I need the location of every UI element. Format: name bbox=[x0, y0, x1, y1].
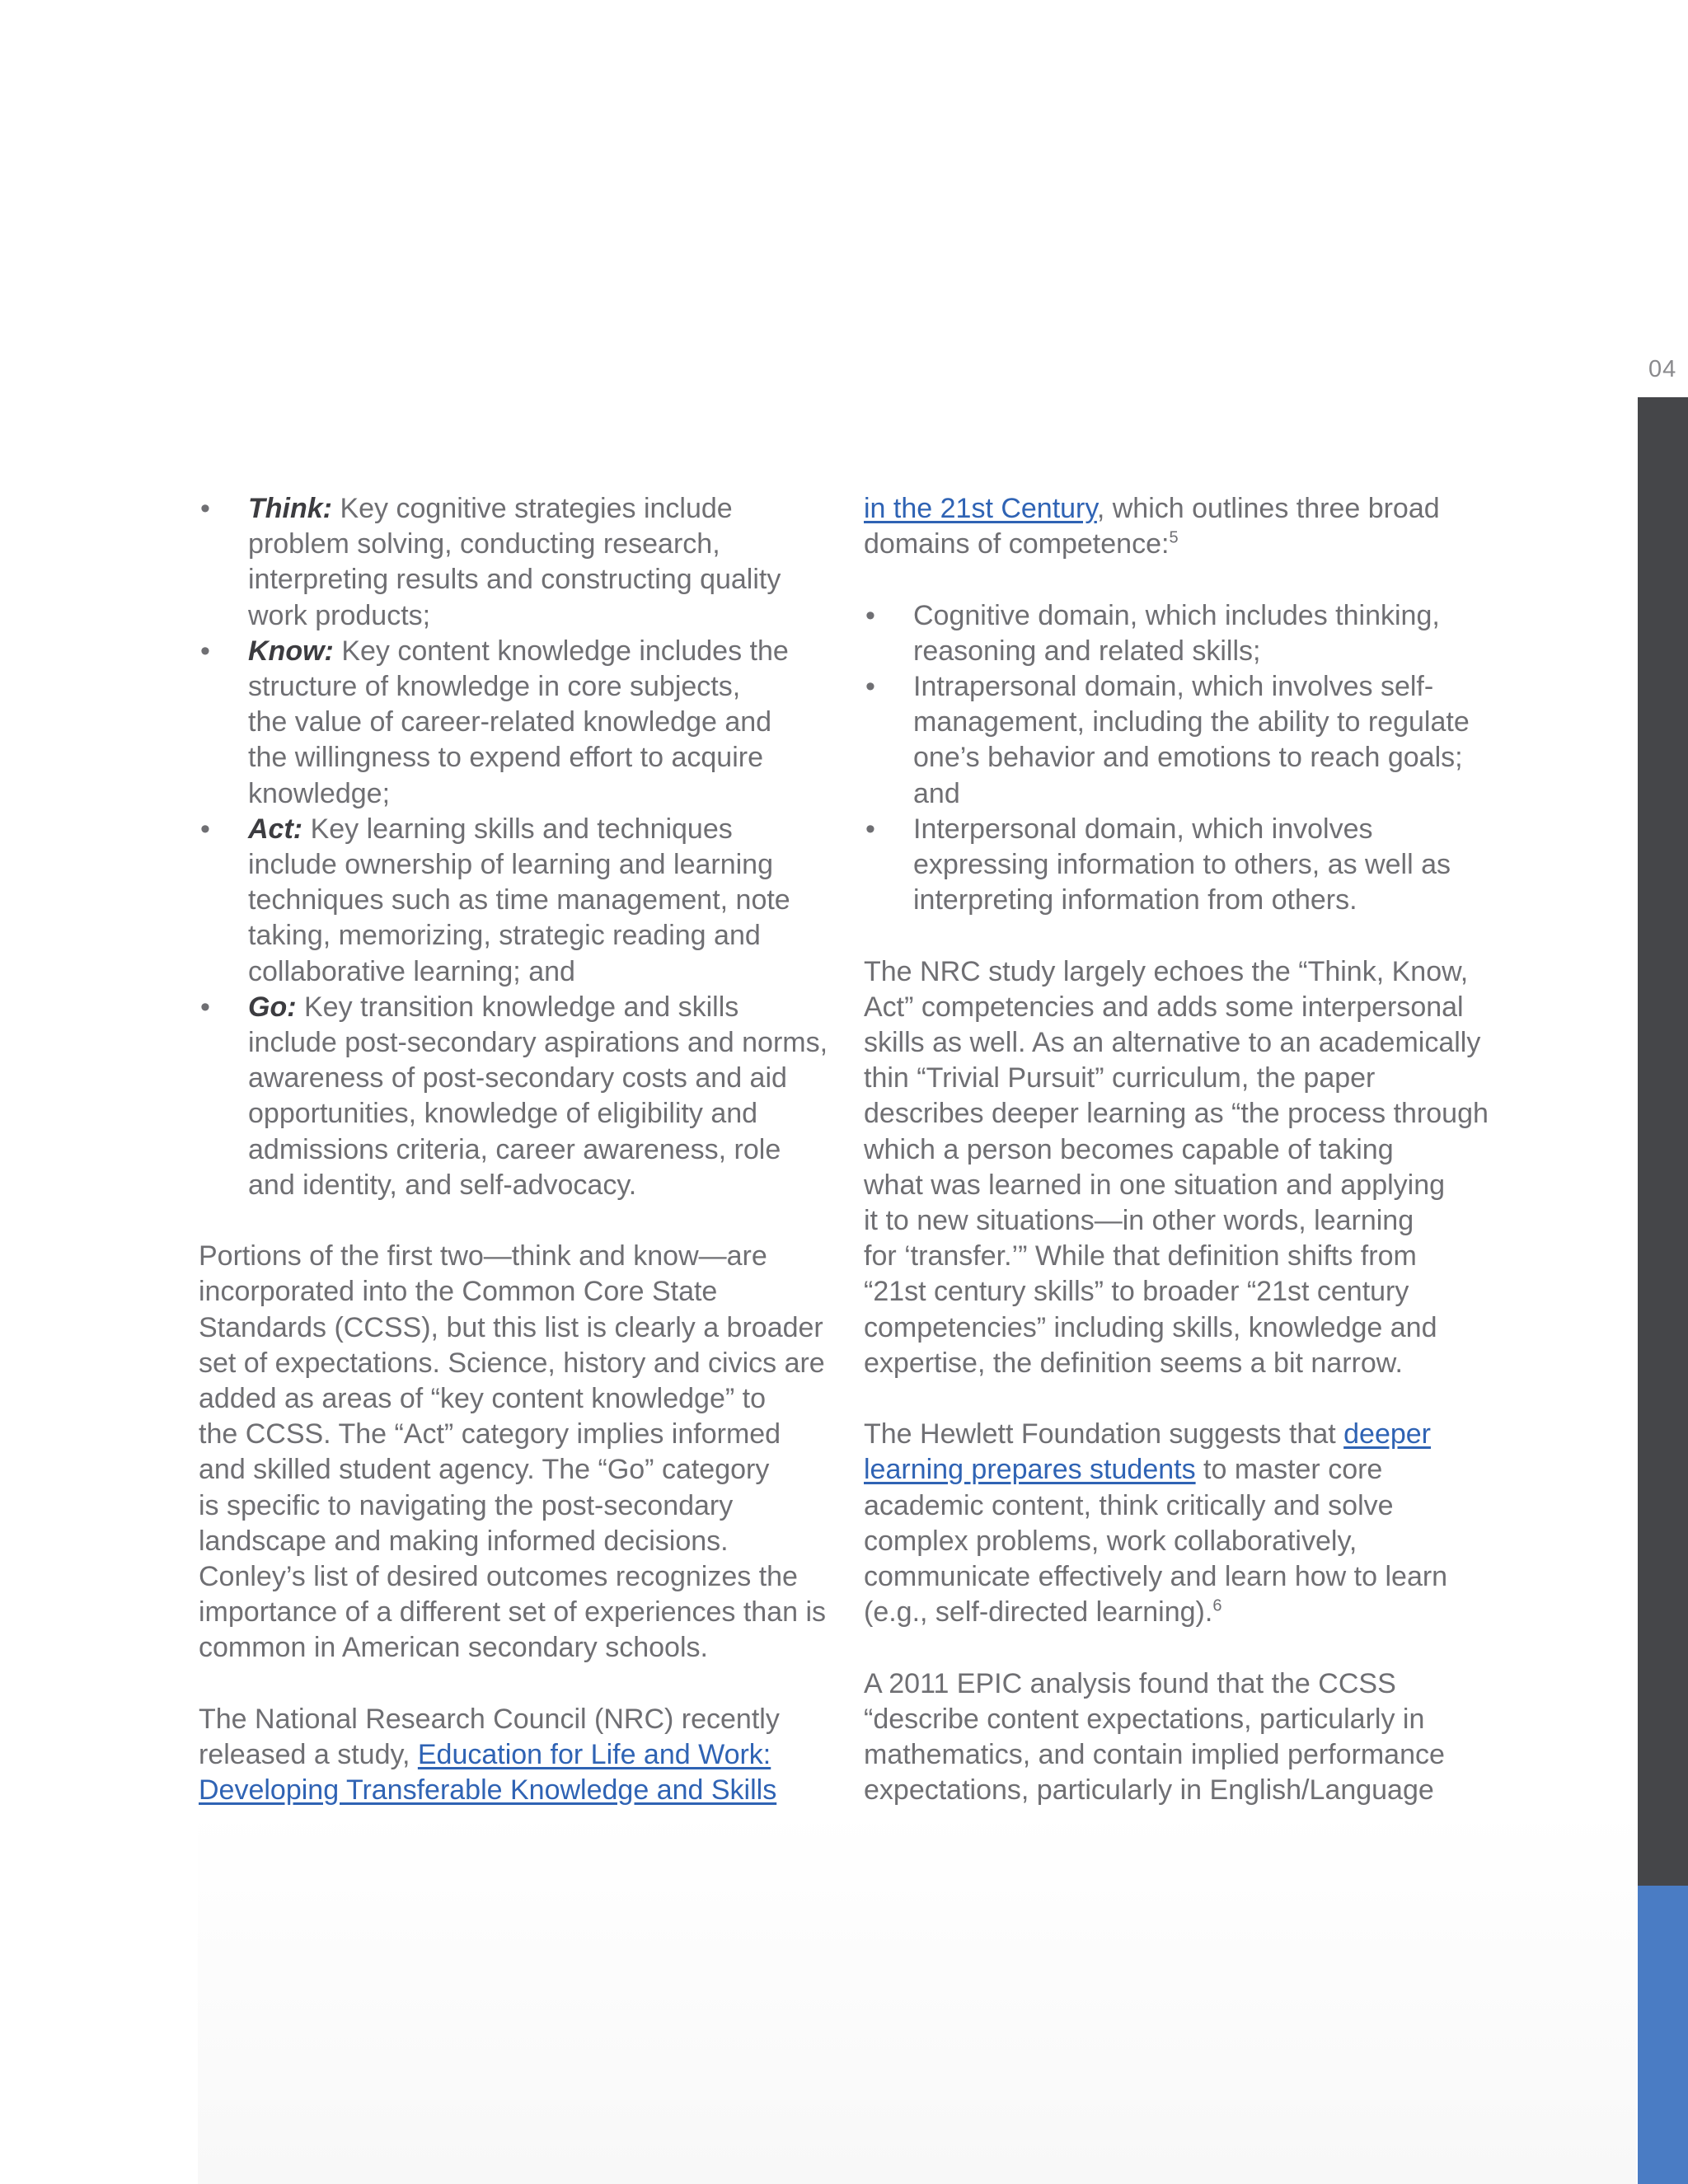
nrc-study-link-end[interactable]: in the 21st Century bbox=[864, 493, 1097, 524]
deeper-learning-link[interactable]: deeper bbox=[1343, 1418, 1431, 1451]
text-line: expertise, the definition seems a bit narrow. bbox=[864, 1347, 1403, 1379]
spacer bbox=[864, 562, 1489, 598]
bullet-icon: • bbox=[865, 671, 875, 702]
bullet-icon: • bbox=[200, 635, 210, 667]
bullet-text: and bbox=[913, 777, 960, 809]
paragraph-nrc-echo bbox=[864, 954, 1489, 1381]
spacer bbox=[864, 1381, 1489, 1417]
text-line: Standards (CCSS), but this list is clearly a broader bbox=[199, 1311, 823, 1343]
text-line: and skilled student agency. The “Go” category bbox=[199, 1454, 770, 1486]
page-number: 04 bbox=[1648, 356, 1677, 382]
text-line: academic content, think critically and solve bbox=[864, 1489, 1394, 1521]
text-line: (e.g., self-directed learning). bbox=[864, 1596, 1213, 1629]
bullet-text: Cognitive domain, which includes thinking, bbox=[913, 599, 1440, 631]
domains-list bbox=[864, 598, 1489, 919]
bullet-text: include ownership of learning and learning bbox=[248, 849, 773, 881]
bullet-text: interpreting results and constructing quality bbox=[248, 564, 781, 596]
bullet-text: awareness of post-secondary costs and aid bbox=[248, 1062, 787, 1094]
outcomes-list bbox=[199, 491, 833, 1203]
text-line: released a study, bbox=[199, 1739, 418, 1771]
bullet-text: collaborative learning; and bbox=[248, 955, 575, 987]
bullet-icon: • bbox=[865, 599, 875, 631]
bullet-text: Intrapersonal domain, which involves self- bbox=[913, 671, 1434, 702]
list-item bbox=[199, 990, 833, 1203]
text-line: to master core bbox=[1195, 1454, 1383, 1486]
spacer bbox=[199, 1666, 833, 1702]
list-item bbox=[199, 634, 833, 812]
bullet-text: management, including the ability to regulate bbox=[913, 706, 1470, 738]
text-line: A 2011 EPIC analysis found that the CCSS bbox=[864, 1667, 1396, 1699]
text-line: Act” competencies and adds some interpersonal bbox=[864, 991, 1464, 1023]
text-line: importance of a different set of experiences than is bbox=[199, 1596, 827, 1629]
footnote-marker: 5 bbox=[1169, 528, 1179, 547]
text-line: “describe content expectations, particularly in bbox=[864, 1703, 1425, 1735]
page-bottom-shade bbox=[198, 1809, 1636, 2184]
bullet-text: Key transition knowledge and skills bbox=[304, 991, 739, 1023]
side-bar-dark bbox=[1638, 397, 1688, 1886]
bullet-text: structure of knowledge in core subjects, bbox=[248, 671, 741, 703]
text-line: The NRC study largely echoes the “Think, Know, bbox=[864, 955, 1469, 987]
bullet-text: opportunities, knowledge of eligibility and bbox=[248, 1098, 758, 1130]
text-line: landscape and making informed decisions. bbox=[199, 1525, 729, 1557]
bullet-term: Go: bbox=[248, 991, 297, 1023]
side-bar-blue bbox=[1638, 1886, 1688, 2184]
bullet-icon: • bbox=[200, 493, 210, 524]
text-line: the CCSS. The “Act” category implies informed bbox=[199, 1418, 781, 1451]
bullet-text: Interpersonal domain, which involves bbox=[913, 813, 1373, 845]
bullet-text: the willingness to expend effort to acquire bbox=[248, 742, 763, 774]
nrc-study-link-continued[interactable]: Developing Transferable Knowledge and Skills bbox=[199, 1774, 777, 1807]
list-item bbox=[864, 598, 1489, 669]
bullet-term: Know: bbox=[248, 635, 334, 667]
bullet-text: problem solving, conducting research, bbox=[248, 528, 720, 560]
bullet-text: expressing information to others, as well as bbox=[913, 849, 1451, 881]
footnote-marker: 6 bbox=[1212, 1596, 1222, 1615]
bullet-text: Key learning skills and techniques bbox=[310, 813, 733, 845]
paragraph-nrc bbox=[199, 1702, 833, 1809]
deeper-learning-link-continued[interactable]: learning prepares students bbox=[864, 1454, 1196, 1486]
text-line: skills as well. As an alternative to an academically bbox=[864, 1027, 1481, 1059]
right-column bbox=[864, 491, 1489, 1808]
spacer bbox=[864, 1630, 1489, 1666]
paragraph-portions bbox=[199, 1239, 833, 1666]
bullet-text: work products; bbox=[248, 599, 431, 631]
spacer bbox=[199, 1203, 833, 1239]
bullet-icon: • bbox=[865, 813, 875, 845]
text-line: , which outlines three broad bbox=[1096, 493, 1440, 524]
list-item bbox=[199, 491, 833, 634]
text-line: competencies” including skills, knowledge and bbox=[864, 1311, 1437, 1343]
bullet-term: Act: bbox=[248, 813, 303, 845]
text-line: incorporated into the Common Core State bbox=[199, 1276, 718, 1308]
text-line: expectations, particularly in English/Language bbox=[864, 1774, 1434, 1807]
text-line: it to new situations—in other words, learning bbox=[864, 1205, 1414, 1237]
paragraph-intro bbox=[864, 491, 1489, 562]
left-column bbox=[199, 491, 833, 1808]
text-line: “21st century skills” to broader “21st century bbox=[864, 1276, 1409, 1308]
text-line: added as areas of “key content knowledge” to bbox=[199, 1383, 766, 1415]
bullet-text: admissions criteria, career awareness, role bbox=[248, 1133, 781, 1165]
text-line: common in American secondary schools. bbox=[199, 1632, 708, 1664]
paragraph-epic bbox=[864, 1666, 1489, 1809]
paragraph-hewlett bbox=[864, 1417, 1489, 1630]
bullet-text: reasoning and related skills; bbox=[913, 635, 1261, 667]
bullet-text: one’s behavior and emotions to reach goals; bbox=[913, 742, 1463, 774]
text-line: domains of competence: bbox=[864, 528, 1170, 560]
spacer bbox=[864, 918, 1489, 954]
text-line: The Hewlett Foundation suggests that bbox=[864, 1418, 1344, 1451]
bullet-text: taking, memorizing, strategic reading and bbox=[248, 920, 761, 952]
list-item bbox=[864, 669, 1489, 812]
bullet-text: and identity, and self-advocacy. bbox=[248, 1169, 637, 1201]
bullet-text: knowledge; bbox=[248, 777, 391, 809]
text-line: communicate effectively and learn how to learn bbox=[864, 1561, 1448, 1593]
text-line: is specific to navigating the post-secondary bbox=[199, 1489, 734, 1521]
text-line: The National Research Council (NRC) recently bbox=[199, 1703, 780, 1735]
list-item bbox=[864, 812, 1489, 919]
text-line: which a person becomes capable of taking bbox=[864, 1133, 1394, 1165]
text-line: Conley’s list of desired outcomes recognizes the bbox=[199, 1561, 798, 1593]
bullet-text: the value of career-related knowledge and bbox=[248, 706, 772, 738]
text-line: set of expectations. Science, history and civics are bbox=[199, 1347, 825, 1379]
text-line: describes deeper learning as “the process through bbox=[864, 1098, 1489, 1130]
bullet-text: Key content knowledge includes the bbox=[341, 635, 789, 667]
bullet-icon: • bbox=[200, 813, 210, 845]
bullet-text: techniques such as time management, note bbox=[248, 884, 790, 916]
bullet-icon: • bbox=[200, 991, 210, 1023]
nrc-study-link[interactable]: Education for Life and Work: bbox=[417, 1739, 771, 1771]
text-line: for ‘transfer.’” While that definition shifts from bbox=[864, 1240, 1417, 1272]
text-line: thin “Trivial Pursuit” curriculum, the paper bbox=[864, 1062, 1376, 1094]
bullet-text: include post-secondary aspirations and norms, bbox=[248, 1027, 828, 1059]
text-line: complex problems, work collaboratively, bbox=[864, 1525, 1357, 1557]
list-item bbox=[199, 812, 833, 990]
text-line: mathematics, and contain implied performance bbox=[864, 1739, 1445, 1771]
bullet-text: interpreting information from others. bbox=[913, 884, 1357, 916]
bullet-text: Key cognitive strategies include bbox=[340, 493, 733, 524]
text-line: Portions of the first two—think and know—are bbox=[199, 1240, 767, 1272]
text-line: what was learned in one situation and applying bbox=[864, 1169, 1446, 1201]
bullet-term: Think: bbox=[248, 493, 332, 524]
